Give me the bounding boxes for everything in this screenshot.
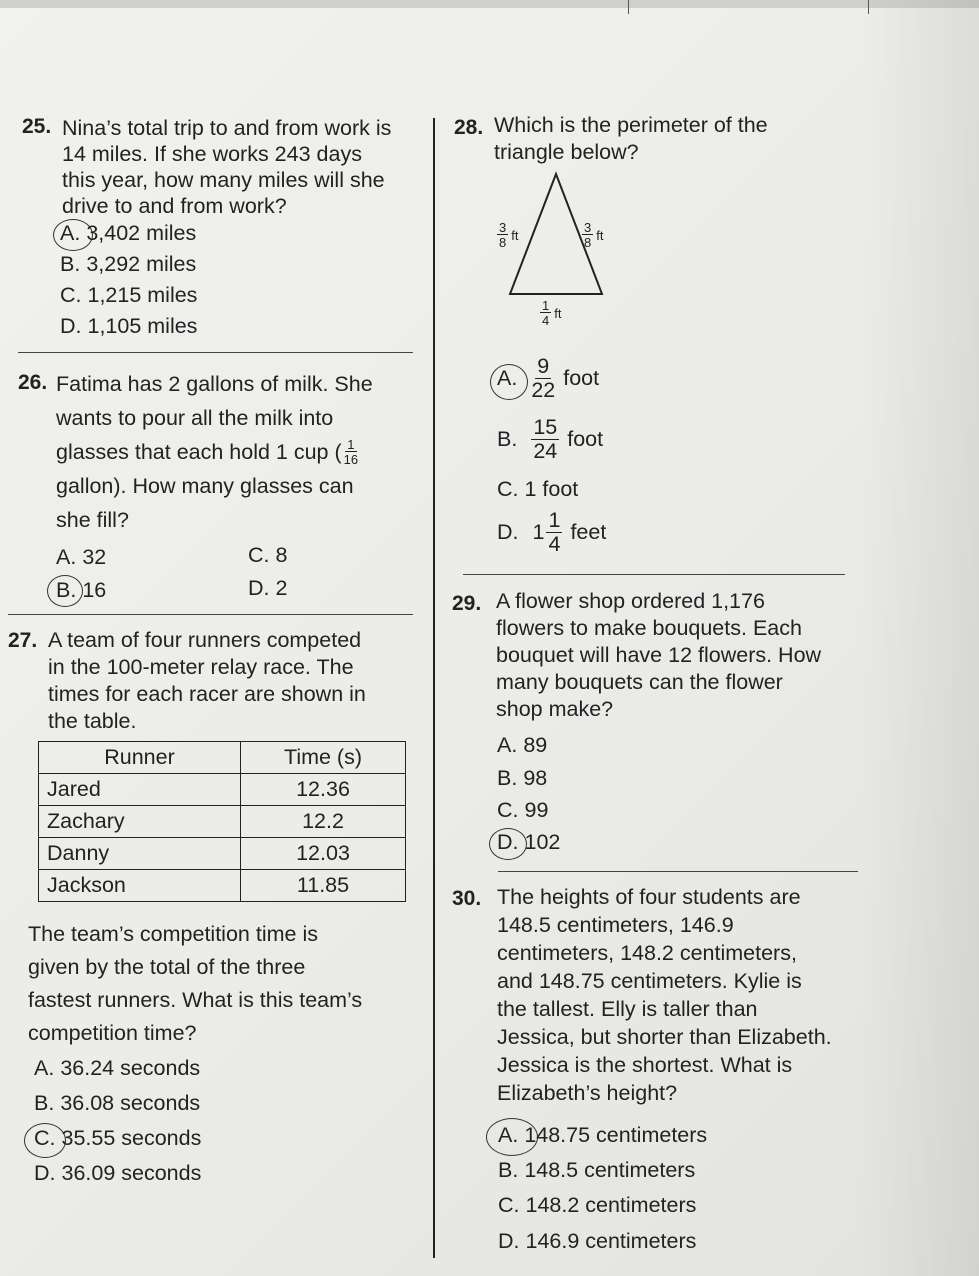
question-number: 30. — [452, 887, 482, 910]
edge-mark — [628, 0, 629, 14]
question-text: Which is the perimeter of the triangle below? — [494, 113, 768, 164]
column-header: Time (s) — [241, 742, 406, 774]
table-row — [39, 838, 406, 870]
runner-times-table — [38, 741, 406, 902]
option-b[interactable]: B. 16 — [56, 578, 107, 602]
page-top-edge — [0, 0, 979, 8]
time-cell: 12.36 — [241, 774, 406, 806]
option-d[interactable]: D. 1 $\frac{1}{4}$ feet — [497, 508, 607, 556]
column-header: Runner — [39, 742, 241, 774]
question-number: 27. — [8, 629, 38, 652]
question-text: Nina’s total trip to and from work is 14 miles. If she works 243 days this year, how many miles will she drive to and from work? — [62, 116, 392, 218]
option-a[interactable]: A. 3,402 miles — [60, 221, 197, 245]
triangle-left-label: $\frac{3}{8}$ ft — [499, 220, 519, 250]
time-cell: 12.2 — [241, 806, 406, 838]
time-cell: 11.85 — [241, 870, 406, 902]
question-number: 28. — [454, 116, 484, 139]
option-c[interactable]: C. 1 foot — [497, 477, 579, 501]
question-separator — [463, 574, 845, 575]
option-c[interactable]: C. 99 — [497, 798, 549, 822]
option-d[interactable]: D. 146.9 centimeters — [498, 1229, 697, 1253]
question-number: 25. — [22, 115, 52, 138]
time-cell: 12.03 — [241, 838, 406, 870]
question-separator — [18, 352, 413, 353]
option-b[interactable]: B. 36.08 seconds — [34, 1091, 201, 1115]
table-row — [39, 806, 406, 838]
option-c[interactable]: C. 148.2 centimeters — [498, 1193, 697, 1217]
edge-mark — [868, 0, 869, 14]
triangle-base-label: $\frac{1}{4}$ ft — [542, 298, 562, 328]
option-a[interactable]: A. 89 — [497, 733, 548, 757]
option-d[interactable]: D. 2 — [248, 576, 288, 600]
option-b[interactable]: B. 98 — [497, 766, 548, 790]
question-text: The heights of four students are 148.5 centimeters, 146.9 centimeters, 148.2 centimeters, and 148.75 centimeters. Kylie is the tallest. Elly is taller than Jessica, but shorter than Elizabeth. Jessica is the shortest. What is Elizabeth’s height? — [497, 885, 832, 1105]
runner-cell: Zachary — [39, 806, 241, 838]
question-number: 29. — [452, 592, 482, 615]
column-divider — [433, 118, 435, 1258]
fraction: $\frac{1}{16}$ — [343, 437, 359, 467]
option-b[interactable]: B. 3,292 miles — [60, 252, 197, 276]
runner-cell: Danny — [39, 838, 241, 870]
option-c[interactable]: C. 1,215 miles — [60, 283, 198, 307]
option-a[interactable]: A. 148.75 centimeters — [498, 1123, 708, 1147]
option-d[interactable]: D. 102 — [497, 830, 561, 854]
triangle-right-label: $\frac{3}{8}$ ft — [584, 220, 604, 250]
option-a[interactable]: A. 32 — [56, 545, 107, 569]
table-row — [39, 870, 406, 902]
option-d[interactable]: D. 1,105 miles — [60, 314, 198, 338]
question-text: A flower shop ordered 1,176 flowers to make bouquets. Each bouquet will have 12 flowers. How many bouquets can the flower shop make? — [496, 589, 822, 721]
question-text: Fatima has 2 gallons of milk. She wants to pour all the milk into glasses that each hold 1 cup ( $\frac{1}{16}$ gallon). How many glasses can she fill? — [56, 372, 373, 532]
table-header-row — [39, 742, 406, 774]
question-number: 26. — [18, 371, 48, 394]
option-c[interactable]: C. 8 — [248, 543, 288, 567]
runner-cell: Jackson — [39, 870, 241, 902]
question-followup-text: The team’s competition time is given by the total of the three fastest runners. What is this team’s competition time? — [28, 922, 363, 1045]
option-c[interactable]: C. 35.55 seconds — [34, 1126, 202, 1150]
option-d[interactable]: D. 36.09 seconds — [34, 1161, 202, 1185]
page-shadow — [859, 0, 979, 1276]
question-text: A team of four runners competed in the 100-meter relay race. The times for each racer are shown in the table. — [48, 628, 366, 733]
option-a[interactable]: A. 36.24 seconds — [34, 1056, 201, 1080]
option-b[interactable]: B. 148.5 centimeters — [498, 1158, 696, 1182]
option-b[interactable]: B. $\frac{15}{24}$ foot — [497, 415, 604, 463]
table-row — [39, 774, 406, 806]
question-separator — [498, 871, 858, 872]
option-a[interactable]: A. $\frac{9}{22}$ foot — [497, 354, 600, 402]
runner-cell: Jared — [39, 774, 241, 806]
question-separator — [8, 614, 413, 615]
